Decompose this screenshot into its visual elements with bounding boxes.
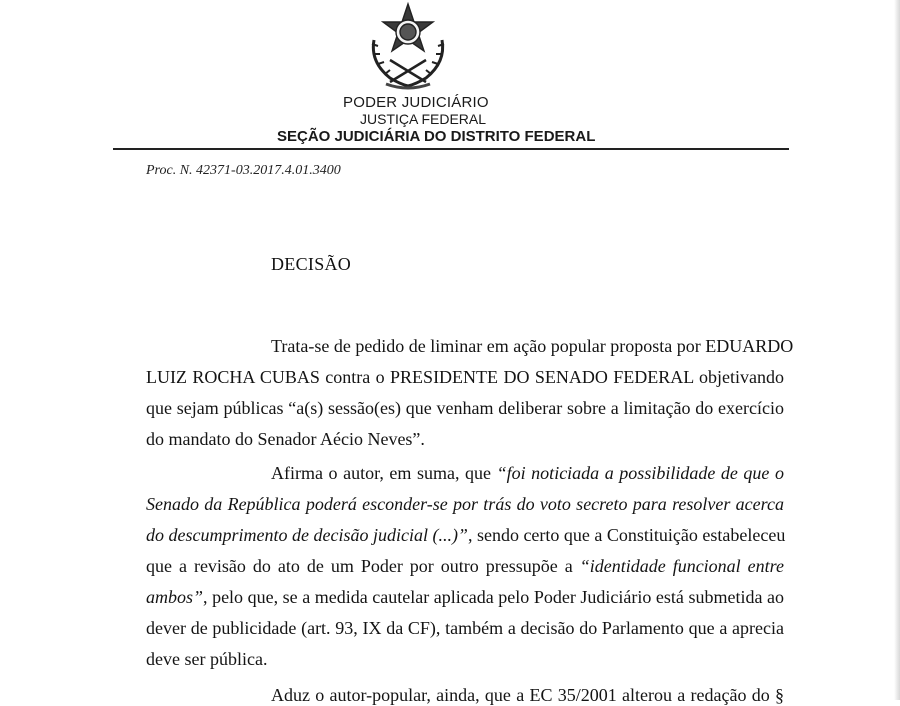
paragraph1-line3: que sejam públicas “a(s) sessão(es) que venham deliberar sobre a limitação do exercício (146, 398, 784, 418)
paragraph2-line5 (146, 586, 784, 608)
paragraph2-line4 (146, 555, 784, 577)
paragraph2-line1-text: Afirma o autor, em suma, que (271, 463, 497, 483)
header-line-justica-federal: JUSTIÇA FEDERAL (360, 111, 487, 127)
paragraph2-line6: dever de publicidade (art. 93, IX da CF), também a decisão do Parlamento que a aprecia (146, 618, 784, 638)
paragraph2-quote2-start: “identidade funcional entre (579, 556, 784, 576)
paragraph1-line2: LUIZ ROCHA CUBAS contra o PRESIDENTE DO SENADO FEDERAL objetivando (146, 367, 784, 387)
page-edge-shadow (894, 0, 900, 700)
brazil-coat-of-arms-icon (360, 0, 456, 96)
paragraph2-line2: Senado da República poderá esconder-se por trás do voto secreto para resolver acerca (146, 494, 784, 514)
paragraph2-line1 (271, 462, 784, 484)
header-line-secao-judiciaria: SEÇÃO JUDICIÁRIA DO DISTRITO FEDERAL (277, 128, 596, 145)
paragraph2-quote1-start: “foi noticiada a possibilidade de que o (496, 463, 784, 483)
paragraph2-line7: deve ser pública. (146, 649, 268, 669)
header-line-poder-judiciario: PODER JUDICIÁRIO (343, 94, 489, 111)
paragraph2-quote2-end: ambos” (146, 587, 204, 607)
paragraph3-line1: Aduz o autor-popular, ainda, que a EC 35/2001 alterou a redação do § (271, 685, 784, 705)
paragraph2-line3 (146, 524, 784, 546)
paragraph2-line4-text: que a revisão do ato de um Poder por outro pressupõe a (146, 556, 580, 576)
paragraph1-line1: Trata-se de pedido de liminar em ação popular proposta por EDUARDO (271, 336, 794, 356)
header-divider (113, 148, 789, 150)
process-number: Proc. N. 42371-03.2017.4.01.3400 (146, 163, 341, 178)
paragraph2-line3-text: , sendo certo que a Constituição estabeleceu (467, 525, 786, 545)
document-title: DECISÃO (271, 254, 352, 274)
paragraph2-quote1-end: do descumprimento de decisão judicial (...)” (146, 525, 468, 545)
paragraph1-line4: do mandato do Senador Aécio Neves”. (146, 429, 425, 449)
paragraph2-line5-text: , pelo que, se a medida cautelar aplicada pelo Poder Judiciário está submetida ao (203, 587, 784, 607)
